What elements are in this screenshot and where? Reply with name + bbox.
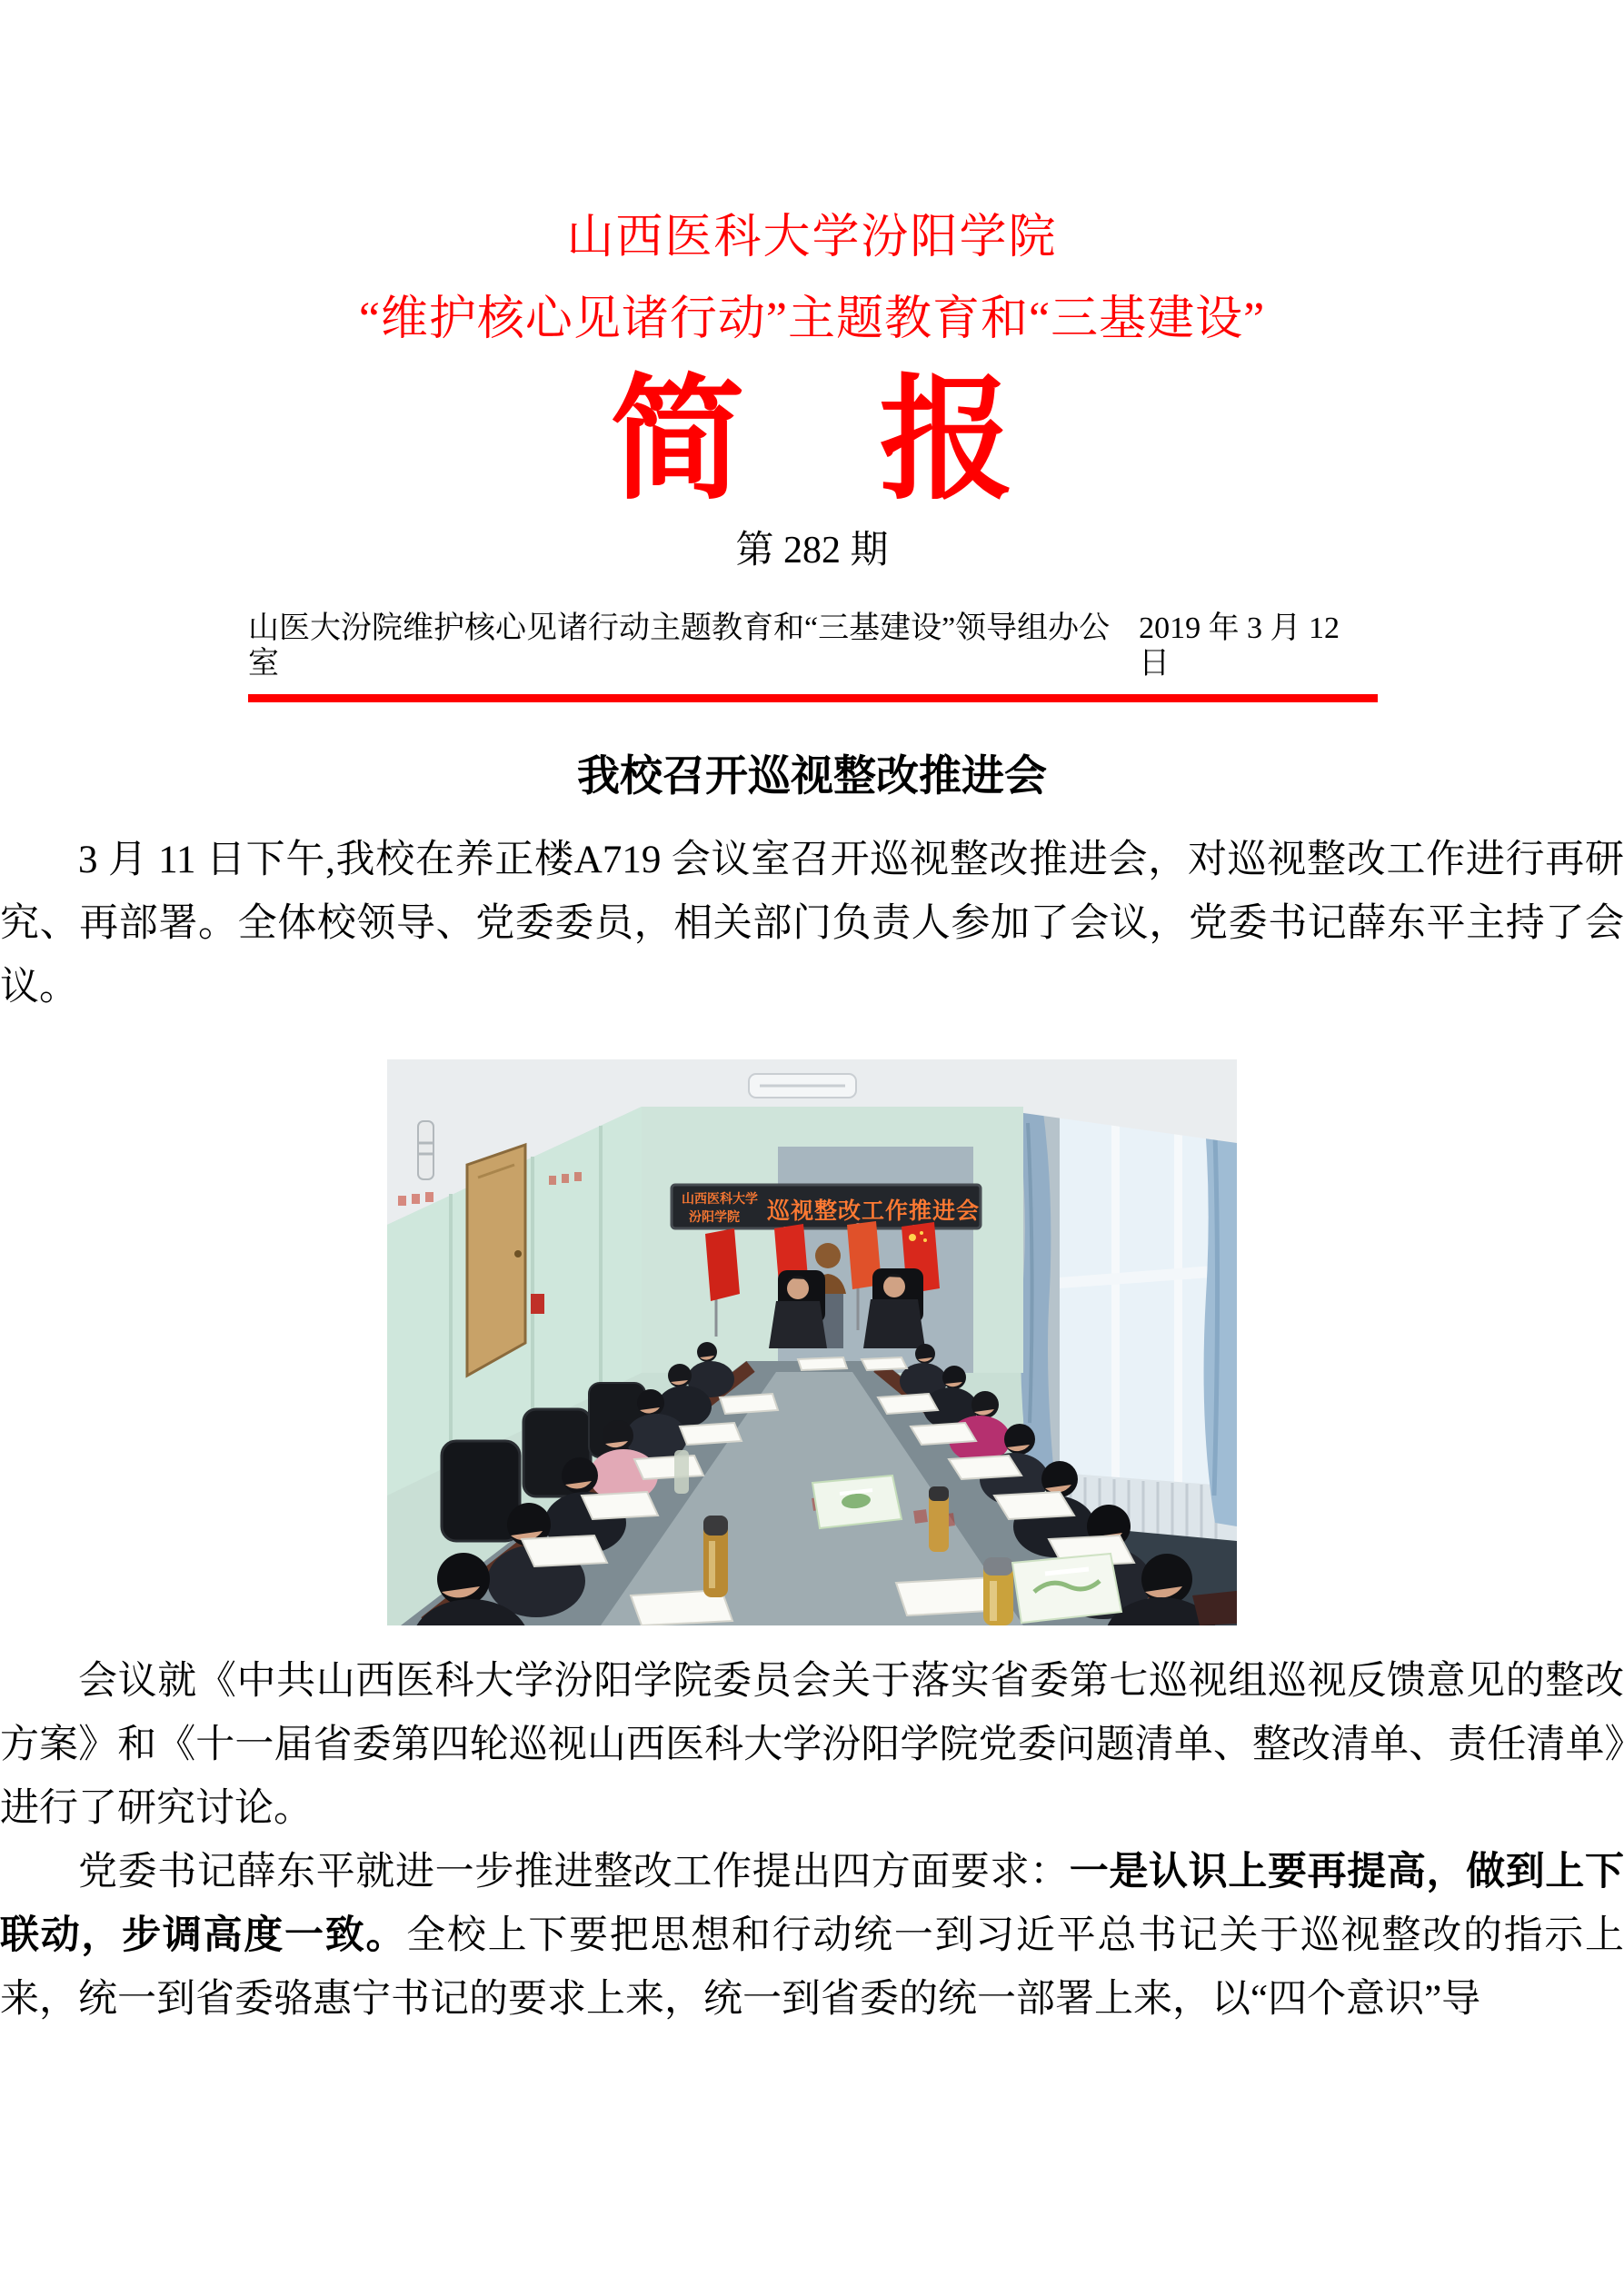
paragraph-3-rest: 全校上下要把思想和行动统一到习近平总书记关于巡视整改的指示上来，统一到省委骆惠宁书记的要求上来，统一到省委的统一部署上来，以“四个意识”导 bbox=[0, 1914, 1624, 2022]
issue-number: 第 282 期 bbox=[735, 530, 889, 572]
meeting-photo bbox=[387, 1059, 1237, 1625]
masthead bbox=[0, 0, 1624, 702]
paragraph-1: 3 月 11 日下午,我校在养正楼A719 会议室召开巡视整改推进会，对巡视整改工作进行再研究、再部署。全体校领导、党委委员，相关部门负责人参加了会议，党委书记薛东平主持了会议。 bbox=[0, 839, 1624, 1009]
bulletin-title: 简 报 bbox=[610, 367, 1014, 516]
door bbox=[467, 1145, 525, 1376]
led-banner bbox=[672, 1185, 981, 1228]
meeting-photo-illustration bbox=[387, 1059, 1237, 1625]
red-divider-rule bbox=[248, 694, 1378, 702]
article bbox=[0, 753, 1624, 2032]
red-flag bbox=[705, 1228, 740, 1301]
wall-sconce bbox=[418, 1121, 433, 1179]
led-text-org-top: 山西医科大学 bbox=[682, 1191, 758, 1207]
paragraph-2: 会议就《中共山西医科大学汾阳学院委员会关于落实省委第七巡视组巡视反馈意见的整改方案》和《十一届省委第四轮巡视山西医科大学汾阳学院党委问题清单、整改清单、责任清单》进行了研究讨论。 bbox=[0, 1660, 1624, 1831]
window-mullion bbox=[1111, 1068, 1120, 1477]
led-text-main: 巡视整改工作推进会 bbox=[767, 1198, 981, 1225]
issuer-line bbox=[248, 611, 1378, 681]
door-handle bbox=[514, 1250, 522, 1257]
org-name-line1: 山西医科大学汾阳学院 bbox=[566, 212, 1058, 263]
theme-education-line: “维护核心见诸行动”主题教育和“三基建设” bbox=[358, 293, 1266, 345]
notebook bbox=[1192, 1590, 1237, 1625]
article-headline: 我校召开巡视整改推进会 bbox=[577, 751, 1047, 800]
paragraph-3-emphasis: 一是认识上要再提高，做到上下联动，步调高度一致。 bbox=[0, 1851, 1624, 1958]
paragraph-3 bbox=[0, 1841, 1624, 2032]
led-text-org-bottom: 汾阳学院 bbox=[689, 1209, 740, 1225]
fire-extinguisher-box bbox=[531, 1294, 544, 1314]
paragraph-3-lead: 党委书记薛东平就进一步推进整改工作提出四方面要求： bbox=[78, 1851, 1070, 1894]
leader-figure bbox=[769, 1301, 827, 1348]
issuer-office: 山医大汾院维护核心见诸行动主题教育和“三基建设”领导组办公室 bbox=[248, 611, 1111, 681]
issue-date: 2019 年 3 月 12 日 bbox=[1139, 611, 1340, 681]
leader-figure bbox=[863, 1299, 925, 1348]
